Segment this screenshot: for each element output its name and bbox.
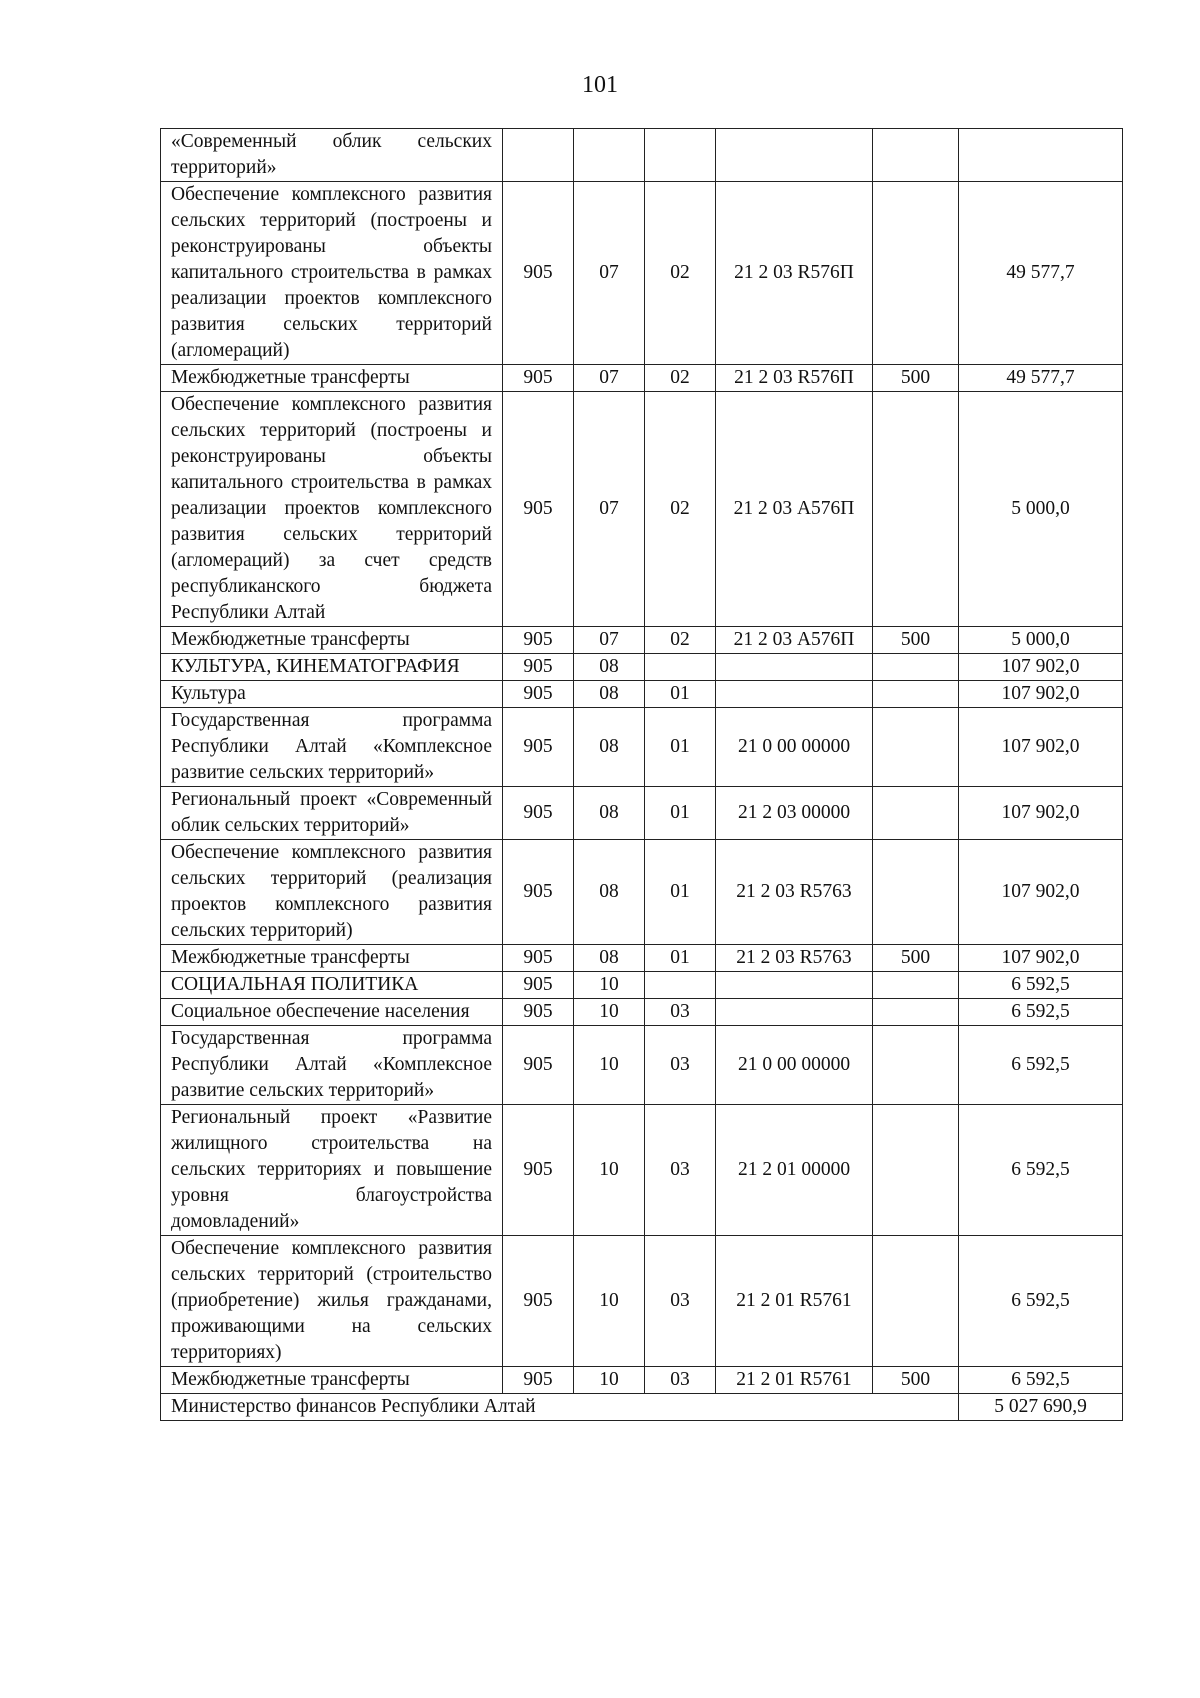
target-article-cell: 21 2 03 R5763 <box>716 840 873 945</box>
subsection-code-cell: 01 <box>645 945 716 972</box>
subsection-code-cell: 01 <box>645 840 716 945</box>
expense-type-cell <box>873 999 959 1026</box>
section-code-cell: 07 <box>574 182 645 365</box>
ministry-code-cell: 905 <box>503 1236 574 1367</box>
section-code-cell: 10 <box>574 1236 645 1367</box>
expense-type-cell: 500 <box>873 945 959 972</box>
subsection-code-cell <box>645 129 716 182</box>
section-code-cell: 07 <box>574 627 645 654</box>
amount-cell: 6 592,5 <box>959 972 1123 999</box>
ministry-code-cell: 905 <box>503 999 574 1026</box>
section-code-cell: 08 <box>574 681 645 708</box>
amount-cell: 6 592,5 <box>959 999 1123 1026</box>
amount-cell: 107 902,0 <box>959 708 1123 787</box>
row-name-cell: Государственная программа Республики Алтай «Комплексное развитие сельских территорий» <box>161 708 503 787</box>
expense-type-cell <box>873 787 959 840</box>
ministry-code-cell: 905 <box>503 945 574 972</box>
section-code-cell: 08 <box>574 654 645 681</box>
section-code-cell: 07 <box>574 392 645 627</box>
table-row <box>161 708 1123 787</box>
expense-type-cell <box>873 182 959 365</box>
ministry-code-cell: 905 <box>503 182 574 365</box>
target-article-cell: 21 2 01 00000 <box>716 1105 873 1236</box>
target-article-cell: 21 2 01 R5761 <box>716 1236 873 1367</box>
row-name-cell: Региональный проект «Развитие жилищного строительства на сельских территориях и повышение уровня благоустройства домовладений» <box>161 1105 503 1236</box>
target-article-cell: 21 2 03 R5763 <box>716 945 873 972</box>
row-name-cell: Региональный проект «Современный облик сельских территорий» <box>161 787 503 840</box>
amount-cell: 5 000,0 <box>959 627 1123 654</box>
target-article-cell: 21 2 03 R576П <box>716 182 873 365</box>
amount-cell: 6 592,5 <box>959 1105 1123 1236</box>
expense-type-cell <box>873 654 959 681</box>
ministry-code-cell: 905 <box>503 708 574 787</box>
total-row <box>161 1394 1123 1421</box>
target-article-cell: 21 2 03 00000 <box>716 787 873 840</box>
subsection-code-cell: 03 <box>645 999 716 1026</box>
row-name-cell: Обеспечение комплексного развития сельских территорий (построены и реконструированы объекты капитального строительства в рамках реализации проектов комплексного развития сельских территорий (агломераций) <box>161 182 503 365</box>
amount-cell: 107 902,0 <box>959 787 1123 840</box>
amount-cell <box>959 129 1123 182</box>
ministry-code-cell: 905 <box>503 972 574 999</box>
row-name-cell: Социальное обеспечение населения <box>161 999 503 1026</box>
subsection-code-cell <box>645 972 716 999</box>
budget-table <box>160 128 1123 1421</box>
section-code-cell: 10 <box>574 1026 645 1105</box>
expense-type-cell <box>873 708 959 787</box>
ministry-code-cell: 905 <box>503 681 574 708</box>
row-name-cell: Межбюджетные трансферты <box>161 945 503 972</box>
target-article-cell: 21 2 03 А576П <box>716 627 873 654</box>
target-article-cell <box>716 972 873 999</box>
target-article-cell <box>716 129 873 182</box>
subsection-code-cell: 03 <box>645 1367 716 1394</box>
amount-cell: 5 000,0 <box>959 392 1123 627</box>
table-row <box>161 627 1123 654</box>
ministry-code-cell: 905 <box>503 392 574 627</box>
section-code-cell: 10 <box>574 972 645 999</box>
section-code-cell: 08 <box>574 945 645 972</box>
subsection-code-cell: 02 <box>645 392 716 627</box>
ministry-code-cell: 905 <box>503 1367 574 1394</box>
ministry-code-cell: 905 <box>503 787 574 840</box>
target-article-cell: 21 0 00 00000 <box>716 1026 873 1105</box>
ministry-code-cell <box>503 129 574 182</box>
subsection-code-cell: 01 <box>645 787 716 840</box>
row-name-cell: Обеспечение комплексного развития сельских территорий (реализация проектов комплексного развития сельских территорий) <box>161 840 503 945</box>
expense-type-cell: 500 <box>873 365 959 392</box>
subsection-code-cell: 01 <box>645 681 716 708</box>
subsection-code-cell: 02 <box>645 182 716 365</box>
section-code-cell: 10 <box>574 999 645 1026</box>
ministry-code-cell: 905 <box>503 654 574 681</box>
table-row <box>161 1026 1123 1105</box>
target-article-cell: 21 0 00 00000 <box>716 708 873 787</box>
ministry-code-cell: 905 <box>503 365 574 392</box>
section-code-cell: 08 <box>574 787 645 840</box>
subsection-code-cell <box>645 654 716 681</box>
row-name-cell: Межбюджетные трансферты <box>161 365 503 392</box>
amount-cell: 6 592,5 <box>959 1026 1123 1105</box>
amount-cell: 107 902,0 <box>959 945 1123 972</box>
section-code-cell: 07 <box>574 365 645 392</box>
total-amount-cell: 5 027 690,9 <box>959 1394 1123 1421</box>
total-label-cell: Министерство финансов Республики Алтай <box>161 1394 959 1421</box>
table-row <box>161 392 1123 627</box>
row-name-cell: СОЦИАЛЬНАЯ ПОЛИТИКА <box>161 972 503 999</box>
subsection-code-cell: 02 <box>645 365 716 392</box>
expense-type-cell <box>873 392 959 627</box>
target-article-cell <box>716 999 873 1026</box>
target-article-cell <box>716 681 873 708</box>
subsection-code-cell: 03 <box>645 1236 716 1367</box>
subsection-code-cell: 03 <box>645 1105 716 1236</box>
expense-type-cell <box>873 972 959 999</box>
page-number: 101 <box>582 72 618 98</box>
subsection-code-cell: 03 <box>645 1026 716 1105</box>
amount-cell: 49 577,7 <box>959 365 1123 392</box>
row-name-cell: КУЛЬТУРА, КИНЕМАТОГРАФИЯ <box>161 654 503 681</box>
expense-type-cell <box>873 129 959 182</box>
subsection-code-cell: 02 <box>645 627 716 654</box>
row-name-cell: Межбюджетные трансферты <box>161 1367 503 1394</box>
section-code-cell: 10 <box>574 1105 645 1236</box>
expense-type-cell <box>873 840 959 945</box>
section-code-cell: 08 <box>574 840 645 945</box>
table-row <box>161 1236 1123 1367</box>
target-article-cell <box>716 654 873 681</box>
target-article-cell: 21 2 03 А576П <box>716 392 873 627</box>
ministry-code-cell: 905 <box>503 627 574 654</box>
table-row <box>161 654 1123 681</box>
ministry-code-cell: 905 <box>503 1105 574 1236</box>
table-row <box>161 681 1123 708</box>
expense-type-cell: 500 <box>873 627 959 654</box>
amount-cell: 107 902,0 <box>959 840 1123 945</box>
amount-cell: 107 902,0 <box>959 654 1123 681</box>
amount-cell: 6 592,5 <box>959 1236 1123 1367</box>
target-article-cell: 21 2 03 R576П <box>716 365 873 392</box>
target-article-cell: 21 2 01 R5761 <box>716 1367 873 1394</box>
row-name-cell: Обеспечение комплексного развития сельских территорий (построены и реконструированы объекты капитального строительства в рамках реализации проектов комплексного развития сельских территорий (агломераций) за счет средств республиканского бюджета Республики Алтай <box>161 392 503 627</box>
row-name-cell: Культура <box>161 681 503 708</box>
row-name-cell: Межбюджетные трансферты <box>161 627 503 654</box>
table-row <box>161 1367 1123 1394</box>
amount-cell: 49 577,7 <box>959 182 1123 365</box>
expense-type-cell <box>873 681 959 708</box>
table-row <box>161 840 1123 945</box>
ministry-code-cell: 905 <box>503 840 574 945</box>
table-row <box>161 787 1123 840</box>
expense-type-cell <box>873 1026 959 1105</box>
row-name-cell: Обеспечение комплексного развития сельских территорий (строительство (приобретение) жилья гражданами, проживающими на сельских территориях) <box>161 1236 503 1367</box>
subsection-code-cell: 01 <box>645 708 716 787</box>
expense-type-cell: 500 <box>873 1367 959 1394</box>
section-code-cell: 08 <box>574 708 645 787</box>
amount-cell: 107 902,0 <box>959 681 1123 708</box>
table-row <box>161 999 1123 1026</box>
table-row <box>161 182 1123 365</box>
table-row <box>161 129 1123 182</box>
table-row <box>161 365 1123 392</box>
expense-type-cell <box>873 1105 959 1236</box>
section-code-cell <box>574 129 645 182</box>
table-row <box>161 1105 1123 1236</box>
ministry-code-cell: 905 <box>503 1026 574 1105</box>
section-code-cell: 10 <box>574 1367 645 1394</box>
table-row <box>161 972 1123 999</box>
expense-type-cell <box>873 1236 959 1367</box>
amount-cell: 6 592,5 <box>959 1367 1123 1394</box>
row-name-cell: «Современный облик сельских территорий» <box>161 129 503 182</box>
table-row <box>161 945 1123 972</box>
row-name-cell: Государственная программа Республики Алтай «Комплексное развитие сельских территорий» <box>161 1026 503 1105</box>
